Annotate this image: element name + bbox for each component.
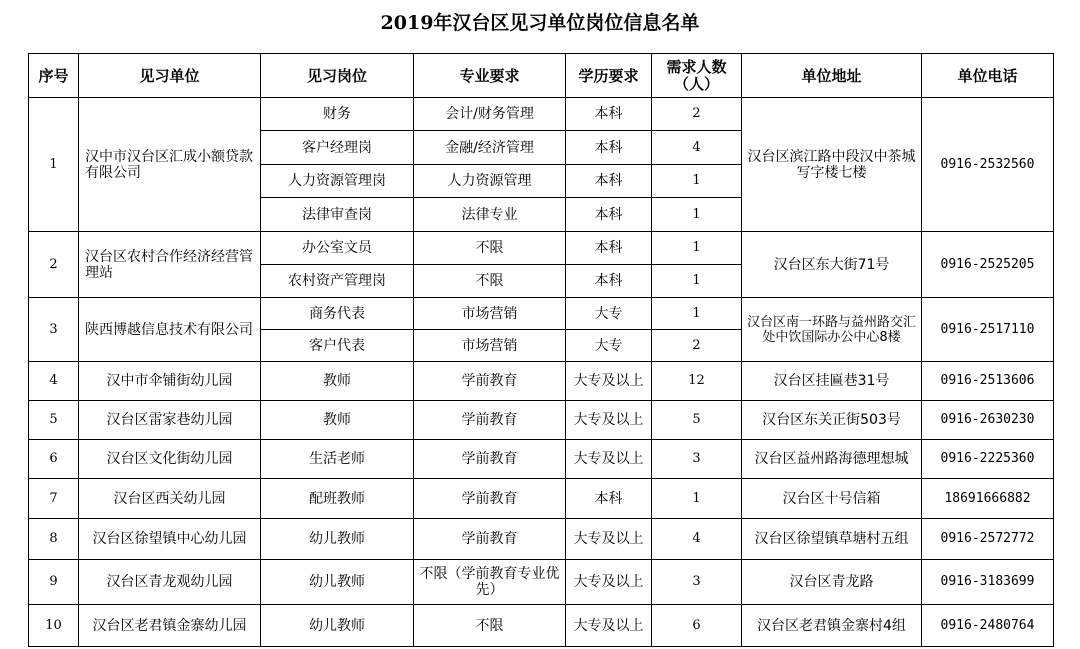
table-row bbox=[29, 232, 1054, 265]
cell-edu: 本科 bbox=[566, 98, 652, 131]
cell-edu: 本科 bbox=[566, 265, 652, 298]
cell-post: 幼儿教师 bbox=[261, 560, 414, 605]
cell-edu: 本科 bbox=[566, 479, 652, 519]
cell-unit: 汉台区西关幼儿园 bbox=[79, 479, 261, 519]
cell-major: 学前教育 bbox=[414, 362, 566, 401]
cell-no: 3 bbox=[29, 298, 79, 362]
cell-no: 1 bbox=[29, 98, 79, 232]
cell-no: 2 bbox=[29, 232, 79, 298]
cell-count: 1 bbox=[652, 165, 742, 198]
header-major: 专业要求 bbox=[414, 54, 566, 98]
table-row bbox=[29, 519, 1054, 560]
cell-no: 6 bbox=[29, 440, 79, 479]
header-address: 单位地址 bbox=[742, 54, 922, 98]
cell-major: 学前教育 bbox=[414, 401, 566, 440]
table-row bbox=[29, 479, 1054, 519]
cell-no: 10 bbox=[29, 605, 79, 647]
cell-post: 客户代表 bbox=[261, 330, 414, 362]
cell-major: 法律专业 bbox=[414, 198, 566, 232]
header-post: 见习岗位 bbox=[261, 54, 414, 98]
cell-major: 市场营销 bbox=[414, 330, 566, 362]
cell-address: 汉台区益州路海德理想城 bbox=[742, 440, 922, 479]
cell-count: 4 bbox=[652, 131, 742, 165]
header-row bbox=[29, 54, 1054, 98]
cell-phone: 0916-2630230 bbox=[922, 401, 1054, 440]
cell-address: 汉台区滨江路中段汉中茶城写字楼七楼 bbox=[742, 98, 922, 232]
cell-count: 1 bbox=[652, 479, 742, 519]
cell-edu: 大专及以上 bbox=[566, 440, 652, 479]
cell-no: 8 bbox=[29, 519, 79, 560]
cell-unit: 汉台区徐望镇中心幼儿园 bbox=[79, 519, 261, 560]
cell-unit: 汉台区雷家巷幼儿园 bbox=[79, 401, 261, 440]
cell-post: 生活老师 bbox=[261, 440, 414, 479]
table-row bbox=[29, 560, 1054, 605]
cell-major: 不限 bbox=[414, 232, 566, 265]
position-table bbox=[28, 53, 1054, 647]
cell-edu: 本科 bbox=[566, 198, 652, 232]
cell-major: 人力资源管理 bbox=[414, 165, 566, 198]
cell-major: 学前教育 bbox=[414, 440, 566, 479]
cell-major: 会计/财务管理 bbox=[414, 98, 566, 131]
table-row bbox=[29, 605, 1054, 647]
header-no: 序号 bbox=[29, 54, 79, 98]
table-row bbox=[29, 401, 1054, 440]
cell-major: 不限 bbox=[414, 265, 566, 298]
cell-edu: 本科 bbox=[566, 165, 652, 198]
cell-unit: 陕西博越信息技术有限公司 bbox=[79, 298, 261, 362]
header-edu: 学历要求 bbox=[566, 54, 652, 98]
cell-post: 客户经理岗 bbox=[261, 131, 414, 165]
cell-edu: 大专及以上 bbox=[566, 519, 652, 560]
header-count: 需求人数（人） bbox=[652, 54, 742, 98]
table-row bbox=[29, 98, 1054, 131]
cell-count: 1 bbox=[652, 298, 742, 330]
cell-address: 汉台区老君镇金寨村4组 bbox=[742, 605, 922, 647]
cell-post: 农村资产管理岗 bbox=[261, 265, 414, 298]
cell-address: 汉台区徐望镇草塘村五组 bbox=[742, 519, 922, 560]
cell-no: 4 bbox=[29, 362, 79, 401]
cell-edu: 大专及以上 bbox=[566, 560, 652, 605]
table-row bbox=[29, 440, 1054, 479]
cell-phone: 0916-2225360 bbox=[922, 440, 1054, 479]
cell-phone: 0916-2532560 bbox=[922, 98, 1054, 232]
cell-address: 汉台区青龙路 bbox=[742, 560, 922, 605]
cell-unit: 汉台区青龙观幼儿园 bbox=[79, 560, 261, 605]
table-row bbox=[29, 362, 1054, 401]
table-row bbox=[29, 298, 1054, 330]
cell-count: 6 bbox=[652, 605, 742, 647]
cell-edu: 大专及以上 bbox=[566, 605, 652, 647]
cell-count: 2 bbox=[652, 98, 742, 131]
cell-major: 金融/经济管理 bbox=[414, 131, 566, 165]
cell-major: 不限 bbox=[414, 605, 566, 647]
document-title: 2019年汉台区见习单位岗位信息名单 bbox=[380, 12, 700, 34]
cell-unit: 汉中市伞铺街幼儿园 bbox=[79, 362, 261, 401]
cell-post: 商务代表 bbox=[261, 298, 414, 330]
cell-unit: 汉台区老君镇金寨幼儿园 bbox=[79, 605, 261, 647]
cell-phone: 0916-2572772 bbox=[922, 519, 1054, 560]
cell-post: 教师 bbox=[261, 362, 414, 401]
cell-major: 不限（学前教育专业优先） bbox=[414, 560, 566, 605]
cell-post: 配班教师 bbox=[261, 479, 414, 519]
cell-count: 1 bbox=[652, 198, 742, 232]
cell-address: 汉台区南一环路与益州路交汇处中饮国际办公中心8楼 bbox=[742, 298, 922, 362]
cell-phone: 0916-2513606 bbox=[922, 362, 1054, 401]
cell-unit: 汉台区农村合作经济经营管理站 bbox=[79, 232, 261, 298]
cell-count: 4 bbox=[652, 519, 742, 560]
cell-phone: 18691666882 bbox=[922, 479, 1054, 519]
cell-no: 9 bbox=[29, 560, 79, 605]
cell-address: 汉台区挂匾巷31号 bbox=[742, 362, 922, 401]
cell-count: 5 bbox=[652, 401, 742, 440]
cell-phone: 0916-2525205 bbox=[922, 232, 1054, 298]
cell-major: 市场营销 bbox=[414, 298, 566, 330]
header-phone: 单位电话 bbox=[922, 54, 1054, 98]
cell-post: 教师 bbox=[261, 401, 414, 440]
cell-count: 12 bbox=[652, 362, 742, 401]
cell-major: 学前教育 bbox=[414, 479, 566, 519]
cell-post: 法律审查岗 bbox=[261, 198, 414, 232]
cell-edu: 大专 bbox=[566, 330, 652, 362]
cell-edu: 大专及以上 bbox=[566, 362, 652, 401]
cell-count: 3 bbox=[652, 560, 742, 605]
cell-count: 3 bbox=[652, 440, 742, 479]
cell-address: 汉台区十号信箱 bbox=[742, 479, 922, 519]
cell-post: 幼儿教师 bbox=[261, 605, 414, 647]
cell-no: 7 bbox=[29, 479, 79, 519]
cell-phone: 0916-2480764 bbox=[922, 605, 1054, 647]
cell-edu: 本科 bbox=[566, 232, 652, 265]
cell-no: 5 bbox=[29, 401, 79, 440]
cell-post: 办公室文员 bbox=[261, 232, 414, 265]
cell-unit: 汉中市汉台区汇成小额贷款有限公司 bbox=[79, 98, 261, 232]
cell-address: 汉台区东关正街503号 bbox=[742, 401, 922, 440]
cell-phone: 0916-2517110 bbox=[922, 298, 1054, 362]
cell-edu: 大专 bbox=[566, 298, 652, 330]
cell-post: 人力资源管理岗 bbox=[261, 165, 414, 198]
cell-count: 1 bbox=[652, 232, 742, 265]
cell-count: 1 bbox=[652, 265, 742, 298]
cell-edu: 大专及以上 bbox=[566, 401, 652, 440]
cell-edu: 本科 bbox=[566, 131, 652, 165]
cell-phone: 0916-3183699 bbox=[922, 560, 1054, 605]
cell-post: 财务 bbox=[261, 98, 414, 131]
cell-unit: 汉台区文化街幼儿园 bbox=[79, 440, 261, 479]
cell-address: 汉台区东大街71号 bbox=[742, 232, 922, 298]
header-unit: 见习单位 bbox=[79, 54, 261, 98]
cell-count: 2 bbox=[652, 330, 742, 362]
cell-major: 学前教育 bbox=[414, 519, 566, 560]
cell-post: 幼儿教师 bbox=[261, 519, 414, 560]
